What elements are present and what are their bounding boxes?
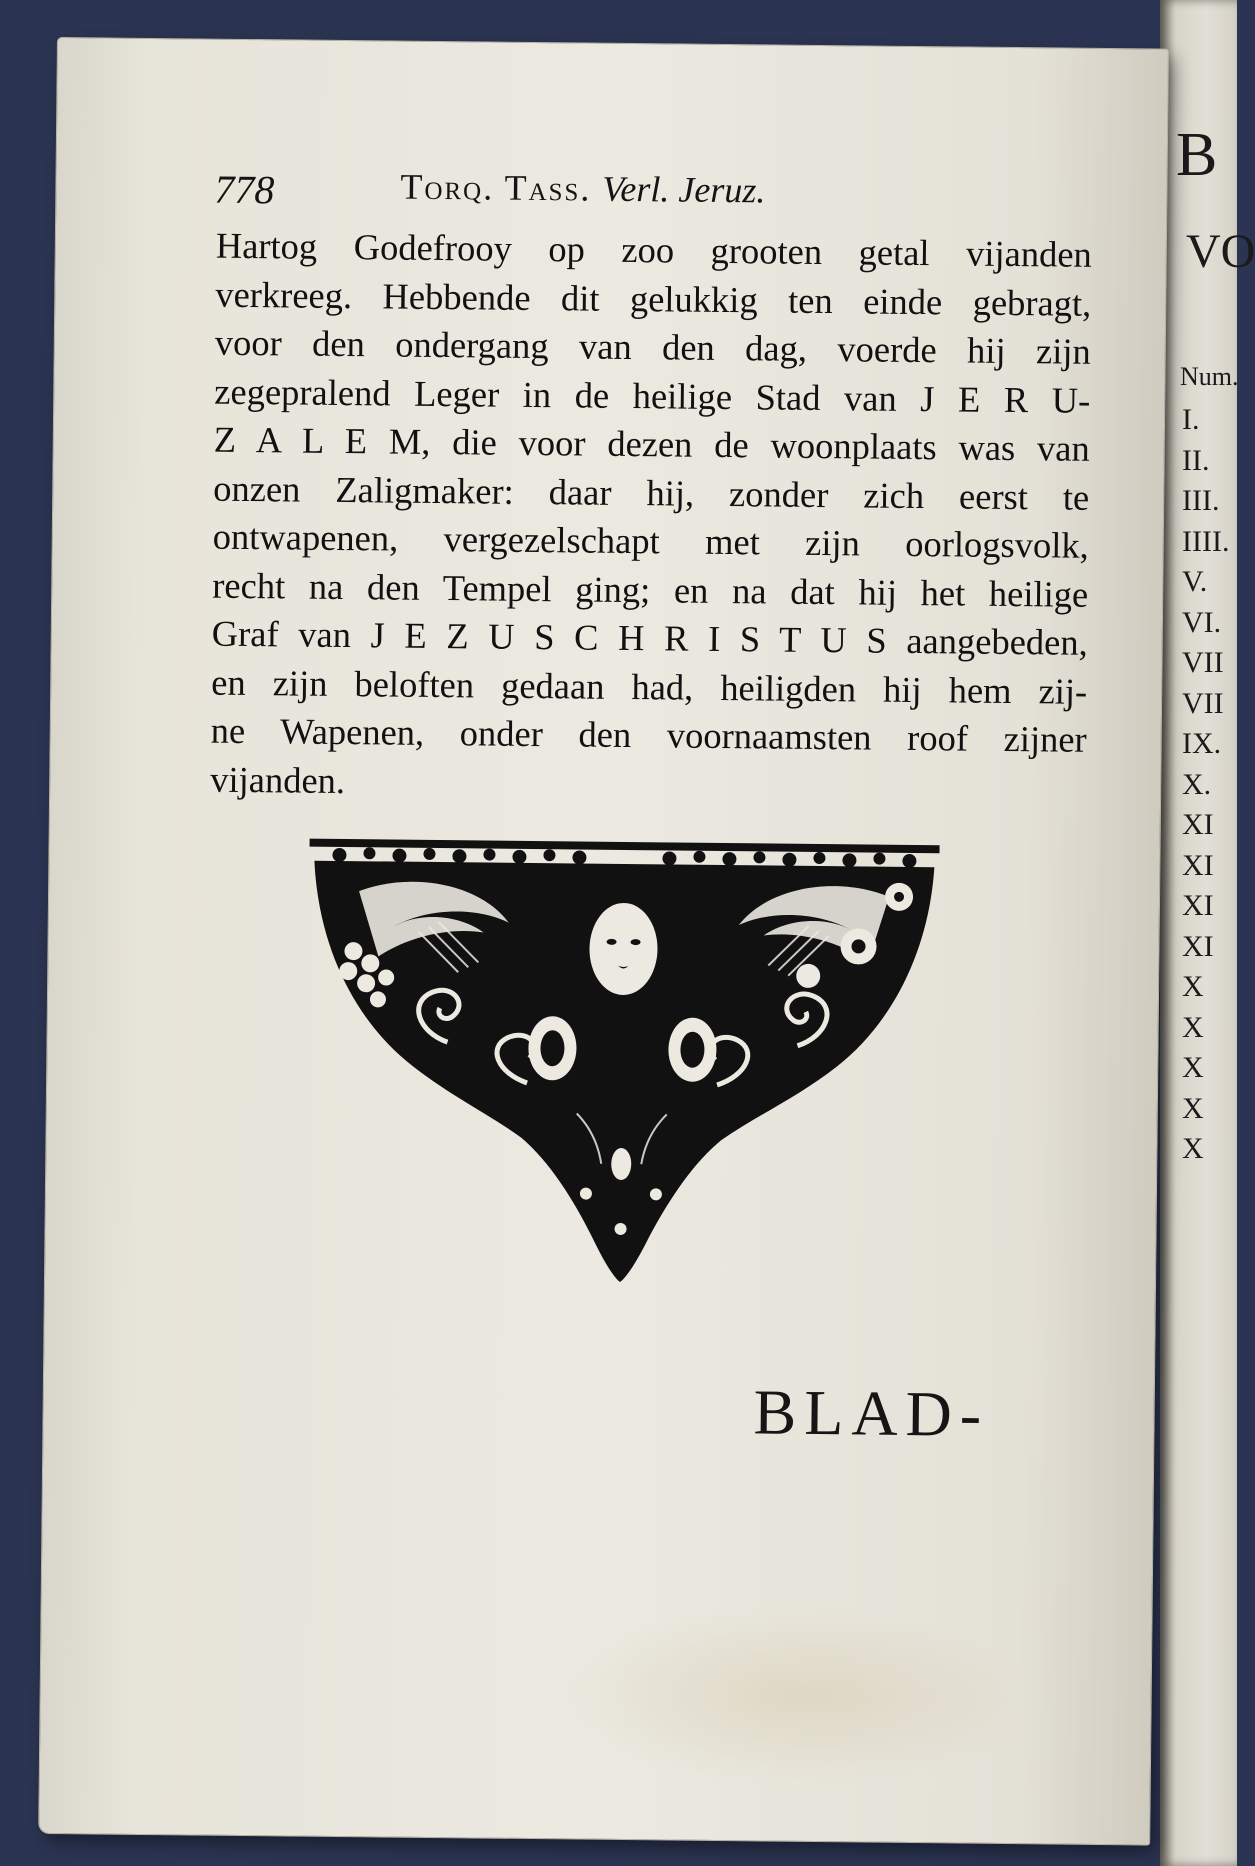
- text-line: vijanden.: [210, 758, 346, 801]
- numeral-item: X: [1182, 1091, 1204, 1125]
- next-page-heading: B: [1176, 121, 1218, 189]
- numeral-item: XI: [1182, 808, 1214, 841]
- next-page-num-label: Num.: [1180, 362, 1239, 391]
- running-head-author: Torq. Tass.: [400, 166, 592, 209]
- text-line: en zijn beloften gedaan had, heiligden hij hem zij-: [211, 661, 1088, 712]
- text-line: Z A L E M, die voor dezen de woonplaats was van: [213, 418, 1090, 469]
- page-number: 778: [214, 166, 275, 213]
- text-line: Hartog Godefrooy op zoo grooten getal vijanden: [215, 224, 1093, 275]
- numeral-item: VII: [1182, 686, 1224, 720]
- numeral-item: X: [1182, 1051, 1204, 1084]
- numeral-item: IX.: [1182, 727, 1222, 760]
- baroque-mask-ornament-icon: [295, 831, 950, 1288]
- text-line: voor den ondergang van den dag, voerde hij zijn: [214, 321, 1091, 372]
- numeral-item: X.: [1182, 767, 1212, 801]
- text-line: onzen Zaligmaker: daar hij, zonder zich eerst te: [213, 467, 1090, 518]
- numeral-item: X: [1182, 1132, 1204, 1165]
- text-line: verkreeg. Hebbende dit gelukkig ten einde gebragt,: [215, 273, 1092, 324]
- numeral-item: VII: [1182, 646, 1224, 679]
- body-text: [210, 222, 1092, 813]
- next-page-edge: [1160, 0, 1255, 1866]
- numeral-item: X: [1182, 1010, 1204, 1044]
- text-line: Graf van J E Z U S C H R I S T U S aangebeden,: [211, 612, 1088, 663]
- numeral-item: X: [1182, 970, 1204, 1003]
- text-line: ne Wapenen, onder den voornaamsten roof zijner: [210, 709, 1087, 760]
- text-line: recht na den Tempel ging; en na dat hij het heilige: [212, 564, 1089, 615]
- numeral-item: V.: [1182, 565, 1208, 598]
- running-head: [400, 166, 765, 212]
- book-page: [39, 38, 1168, 1845]
- numeral-item: III.: [1182, 484, 1220, 517]
- text-line: ontwapenen, vergezelschapt met zijn oorlogsvolk,: [212, 515, 1089, 566]
- next-page-subheading: VO: [1186, 225, 1255, 278]
- numeral-item: XI: [1182, 889, 1214, 922]
- numeral-item: IIII.: [1182, 524, 1230, 558]
- running-head-title: Verl. Jeruz.: [602, 168, 766, 211]
- next-page-numeral-list: [1182, 400, 1229, 1170]
- numeral-item: XI: [1182, 929, 1214, 963]
- catchword: BLAD-: [753, 1376, 990, 1450]
- numeral-item: VI.: [1182, 605, 1222, 639]
- numeral-item: I.: [1182, 403, 1200, 436]
- numeral-item: XI: [1182, 848, 1214, 882]
- text-line: zegepralend Leger in de heilige Stad van J E R U-: [214, 370, 1091, 421]
- numeral-item: II.: [1182, 443, 1210, 477]
- page-header: [214, 160, 955, 228]
